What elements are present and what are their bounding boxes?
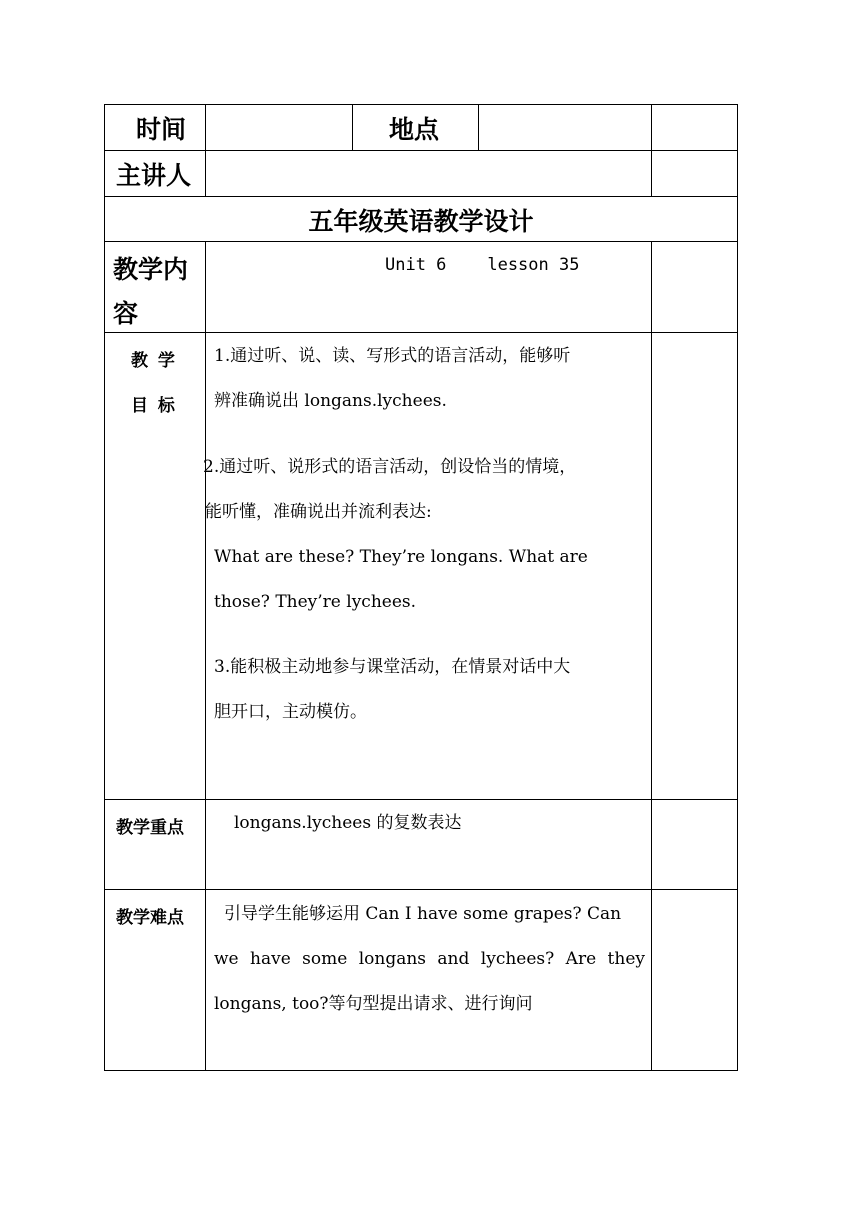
table-border bbox=[737, 104, 738, 1071]
objective-2-line3: What are these? They’re longans. What are bbox=[214, 547, 588, 567]
difficulties-line2: we have some longans and lychees? Are they bbox=[214, 949, 645, 969]
content-value: Unit 6 lesson 35 bbox=[385, 255, 580, 275]
table-border bbox=[104, 104, 738, 105]
table-border bbox=[352, 104, 353, 150]
difficulties-line3: longans, too?等句型提出请求、进行询问 bbox=[214, 994, 533, 1014]
objective-2-line2: 能听懂，准确说出并流利表达: bbox=[205, 502, 432, 522]
objectives-label-line2: 目 标 bbox=[131, 396, 177, 416]
content-label-line2: 容 bbox=[113, 299, 139, 328]
table-border bbox=[104, 150, 738, 151]
table-border bbox=[651, 241, 652, 1071]
table-border bbox=[478, 104, 479, 150]
table-border bbox=[205, 104, 206, 196]
table-border bbox=[651, 104, 652, 196]
table-border bbox=[104, 889, 738, 890]
speaker-label: 主讲人 bbox=[116, 161, 192, 190]
time-label: 时间 bbox=[136, 115, 187, 144]
table-border bbox=[104, 196, 738, 197]
objective-2-line1: 2.通过听、说形式的语言活动，创设恰当的情境， bbox=[203, 457, 577, 477]
difficulties-label: 教学难点 bbox=[116, 908, 184, 928]
table-border bbox=[104, 1070, 738, 1071]
objective-3-line1: 3.能积极主动地参与课堂活动，在情景对话中大 bbox=[214, 657, 571, 677]
table-border bbox=[104, 799, 738, 800]
objective-1-line2: 辨准确说出 longans.lychees. bbox=[214, 391, 447, 411]
location-label: 地点 bbox=[389, 115, 440, 144]
table-border bbox=[104, 332, 738, 333]
objective-3-line2: 胆开口，主动模仿。 bbox=[214, 702, 367, 722]
key-points-value: longans.lychees 的复数表达 bbox=[234, 813, 462, 833]
objective-1-line1: 1.通过听、说、读、写形式的语言活动，能够听 bbox=[214, 346, 571, 366]
key-points-label: 教学重点 bbox=[116, 818, 184, 838]
table-border bbox=[104, 104, 105, 1071]
difficulties-line1: 引导学生能够运用 Can I have some grapes? Can bbox=[224, 904, 622, 924]
objective-2-line4: those? They’re lychees. bbox=[214, 592, 417, 612]
table-border bbox=[205, 241, 206, 1071]
page-title: 五年级英语教学设计 bbox=[308, 207, 534, 236]
objectives-label-line1: 教 学 bbox=[131, 351, 177, 371]
table-border bbox=[104, 241, 738, 242]
content-label-line1: 教学内 bbox=[113, 255, 189, 284]
